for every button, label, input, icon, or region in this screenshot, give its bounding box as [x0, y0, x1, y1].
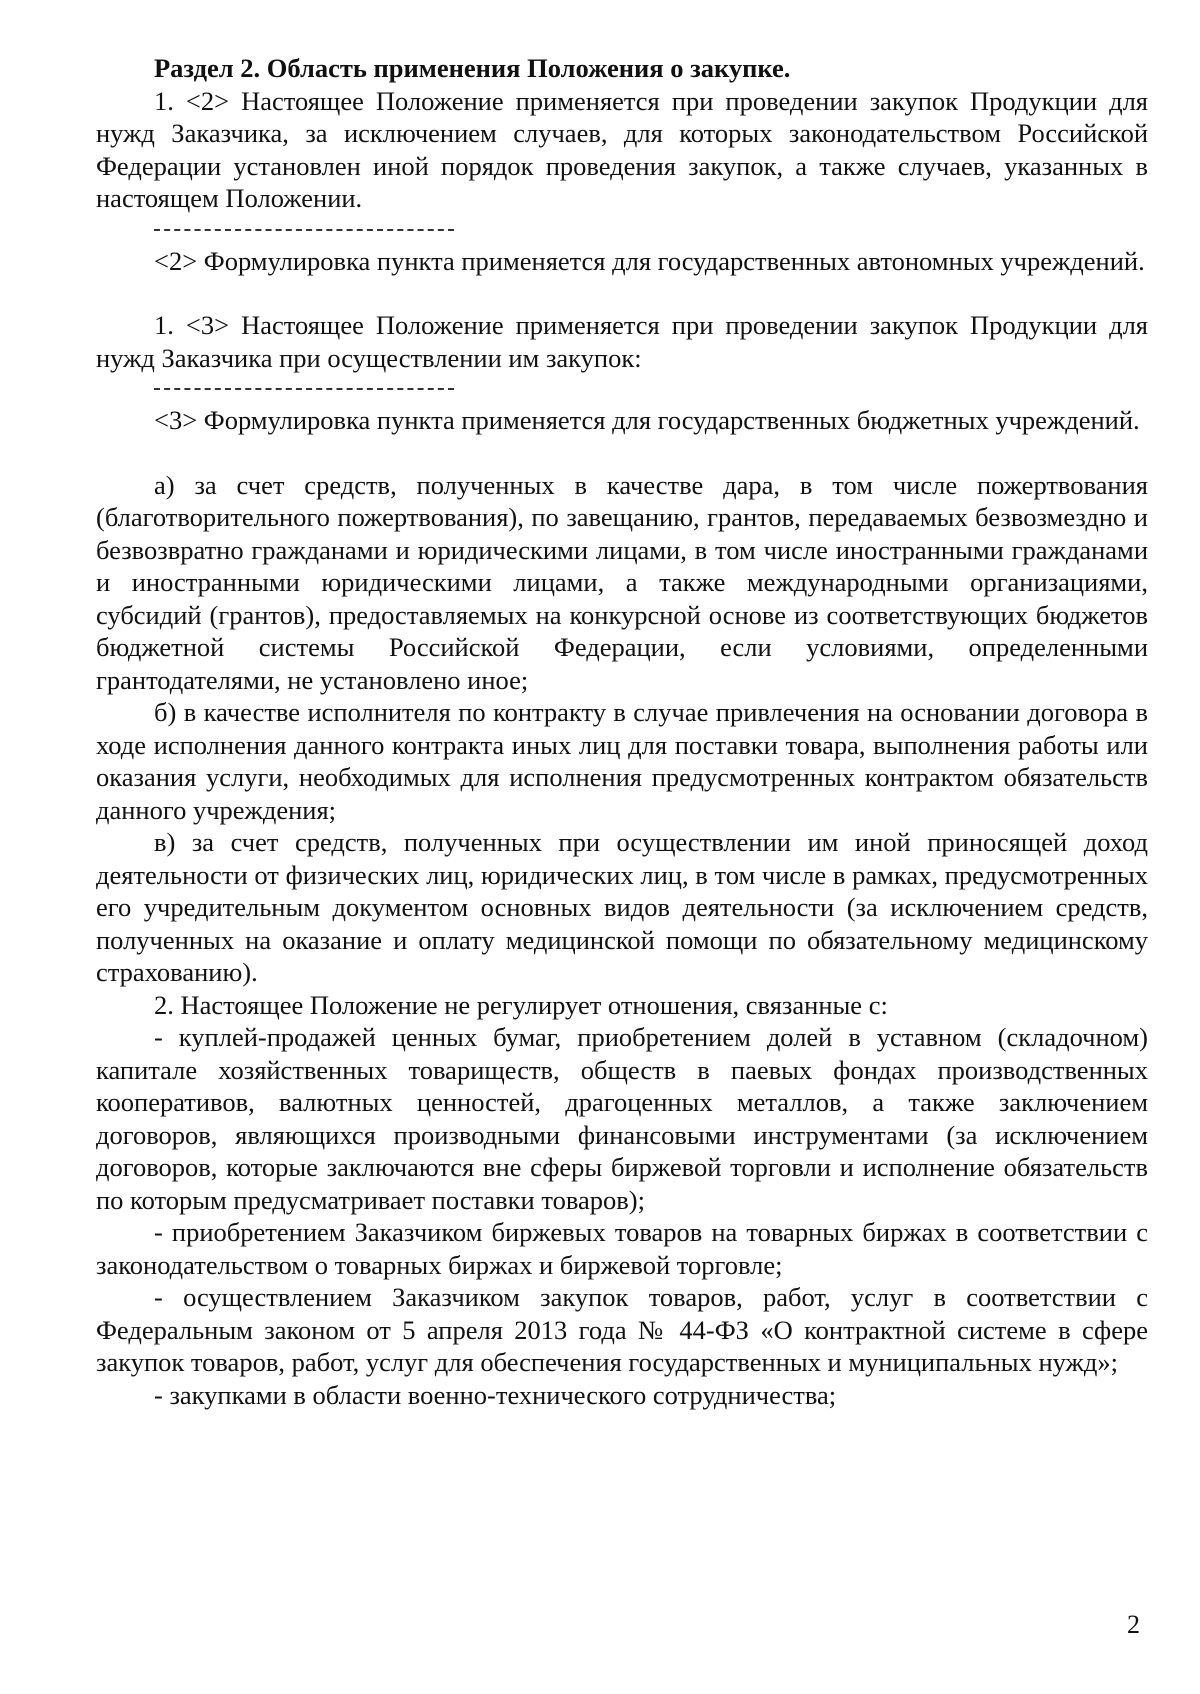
footnote-separator	[154, 388, 454, 390]
dash-item-exchange: - приобретением Заказчиком биржевых товаров на товарных биржах в соответствии с законодательством о товарных биржах и биржевой торговле;	[96, 1217, 1148, 1280]
paragraph-2: 2. Настоящее Положение не регулирует отношения, связанные с:	[154, 989, 888, 1020]
paragraph-1-autonomous: 1. <2> Настоящее Положение применяется при проведении закупок Продукции для нужд Заказчика, за исключением случаев, для которых законодательством Российской Федерации установлен иной порядок проведения закупок, а также случаев, указанных в настоящем Положении.	[96, 85, 1148, 213]
paragraph-1-budget: 1. <3> Настоящее Положение применяется при проведении закупок Продукции для нужд Заказчика при осуществлении им закупок:	[96, 310, 1148, 373]
subitem-a: а) за счет средств, полученных в качестве дара, в том числе пожертвования (благотворительного пожертвования), по завещанию, грантов, передаваемых безвозмездно и безвозвратно гражданами и юридическими лицами, в том числе иностранными гражданами и иностранными юридическими лицами, а также международными организациями, субсидий (грантов), предоставляемых на конкурсной основе из соответствующих бюджетов бюджетной системы Российской Федерации, если условиями, определенными грантодателями, не установлено иное;	[96, 469, 1148, 695]
dash-item-military: - закупками в области военно-технического сотрудничества;	[154, 1379, 837, 1410]
footnote-separator	[154, 229, 454, 231]
subitem-b: б) в качестве исполнителя по контракту в случае привлечения на основании договора в ходе исполнения данного контракта иных лиц для поставки товара, выполнения работы или оказания услуги, необходимых для исполнения предусмотренных контрактом обязательств данного учреждения;	[96, 697, 1148, 825]
dash-item-44fz: - осуществлением Заказчиком закупок товаров, работ, услуг в соответствии с Федеральным законом от 5 апреля 2013 года № 44-ФЗ «О контрактной системе в сфере закупок товаров, работ, услуг для обеспечения государственных и муниципальных нужд»;	[96, 1282, 1148, 1377]
page-number: 2	[1127, 1610, 1140, 1639]
footnote-3: <3> Формулировка пункта применяется для государственных бюджетных учреждений.	[154, 405, 1140, 435]
dash-item-securities: - куплей-продажей ценных бумаг, приобретением долей в уставном (складочном) капитале хозяйственных товариществ, обществ в паевых фондах производственных кооперативов, валютных ценностей, драгоценных металлов, а также заключением договоров, являющихся производными финансовыми инструментами (за исключением договоров, которые заключаются вне сферы биржевой торговли и исполнение обязательств по которым предусматривает поставки товаров);	[96, 1022, 1148, 1215]
subitem-v: в) за счет средств, полученных при осуществлении им иной приносящей доход деятельности от физических лиц, юридических лиц, в том числе в рамках, предусмотренных его учредительным документом основных видов деятельности (за исключением средств, полученных на оказание и оплату медицинской помощи по обязательному медицинскому страхованию).	[96, 827, 1148, 987]
footnote-2: <2> Формулировка пункта применяется для государственных автономных учреждений.	[154, 245, 1145, 276]
section-heading: Раздел 2. Область применения Положения о закупке.	[154, 53, 791, 83]
document-page	[96, 52, 1148, 1411]
